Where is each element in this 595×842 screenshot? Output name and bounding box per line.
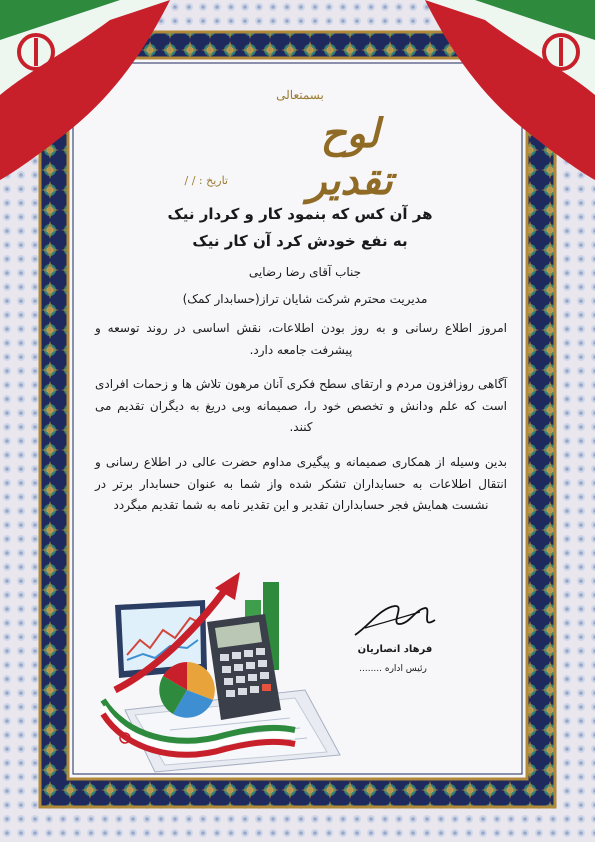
body-paragraph-1: امروز اطلاع رسانی و به روز بودن اطلاعات، نقش اساسی در روند توسعه و پیشرفت جامعه دارد.: [95, 321, 507, 357]
recipient-position: مدیریت محترم شرکت شایان تراز(حسابدار کمک): [182, 292, 428, 306]
signature-scribble: [350, 600, 440, 645]
basmala-heading: بسمتعالی: [276, 88, 324, 102]
accounting-illustration: [95, 560, 345, 775]
body-paragraph-3: بدین وسیله از همکاری صمیمانه و پیگیری مداوم حضرت عالی در اطلاع رسانی و انتقال اطلاعات به حسابداران تشکر شده واز شما به عنوان حسابدار برتر در نشست همایش فجر حسابداران تقدیر و این تقدیر نامه به شما تقدیم میگردد: [95, 455, 507, 512]
certificate-title: لوح تقدیر: [307, 110, 393, 204]
flag-right-decoration: [425, 0, 595, 180]
flag-left-decoration: [0, 0, 170, 180]
recipient-name: جناب آقای رضا رضایی: [248, 265, 362, 279]
poem-line-1: هر آن کس که بنمود کار و کردار نیک: [167, 205, 433, 223]
date-field: تاریخ : / /: [184, 174, 228, 187]
poem-line-2: به نفع خودش کرد آن کار نیک: [192, 232, 408, 250]
body-paragraph-2: آگاهی روزافزون مردم و ارتقای سطح فکری آنان مرهون تلاش ها و زحمات افرادی است که علم ودانش و تخصص خود را، صمیمانه وبی دریغ به دیگران تقدیم می کنند.: [95, 377, 507, 434]
signatory-role: رئیس اداره ........: [359, 664, 427, 674]
signatory-name: فرهاد انصاریان: [357, 644, 433, 655]
